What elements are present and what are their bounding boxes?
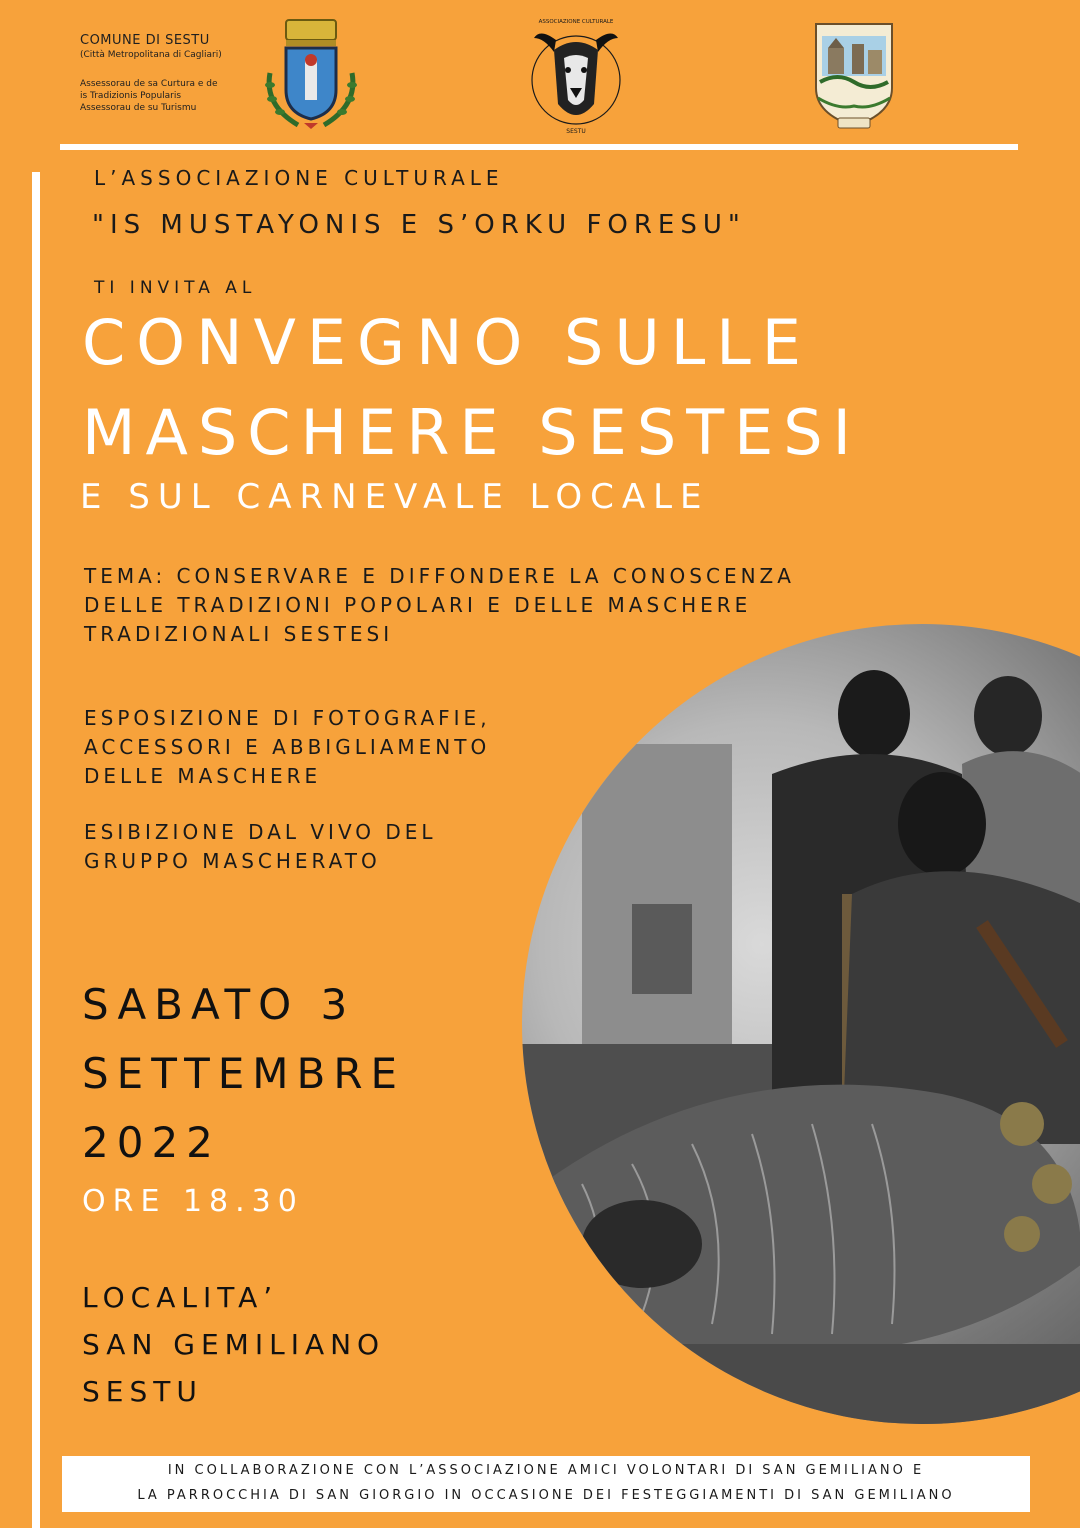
event-title-line-1: CONVEGNO SULLE xyxy=(82,306,812,379)
masked-figures-photo xyxy=(522,624,1080,1424)
photo-illustration xyxy=(522,624,1080,1424)
sestu-coat-of-arms-logo xyxy=(258,15,364,135)
assessorau-line: is Tradizionis Popularis xyxy=(80,91,182,101)
footer-banner xyxy=(62,1456,1030,1512)
event-subtitle: E SUL CARNEVALE LOCALE xyxy=(80,477,710,517)
exhibition-description: ESPOSIZIONE DI FOTOGRAFIE, ACCESSORI E ABBIGLIAMENTO DELLE MASCHERE xyxy=(84,706,491,788)
assoc-logo-top-text: ASSOCIAZIONE CULTURALE xyxy=(538,19,614,25)
event-date: SABATO 3 SETTEMBRE 2022 xyxy=(82,980,406,1167)
assessorau-text xyxy=(80,78,260,114)
left-divider xyxy=(32,172,40,1528)
footer-line-1: IN COLLABORAZIONE CON L’ASSOCIAZIONE AMICI VOLONTARI DI SAN GEMILIANO E xyxy=(167,1463,925,1478)
assessorau-line: Assessorau de sa Curtura e de xyxy=(80,79,218,89)
assoc-logo-bottom-text: SESTU xyxy=(566,128,586,135)
comune-name: COMUNE DI SESTU xyxy=(80,33,210,48)
association-intro: L’ASSOCIAZIONE CULTURALE xyxy=(94,166,504,190)
event-time: ORE 18.30 xyxy=(82,1184,304,1219)
parish-logo xyxy=(808,14,900,136)
live-performance-description: ESIBIZIONE DAL VIVO DEL GRUPPO MASCHERATO xyxy=(84,820,437,873)
association-logo xyxy=(520,14,632,136)
comune-subtitle: (Città Metropolitana di Cagliari) xyxy=(80,50,222,60)
top-divider xyxy=(60,144,1018,150)
event-theme: TEMA: CONSERVARE E DIFFONDERE LA CONOSCENZA DELLE TRADIZIONI POPOLARI E DELLE MASCHERE TRADIZIONALI SESTESI xyxy=(84,564,795,646)
association-name: "IS MUSTAYONIS E S’ORKU FORESU" xyxy=(92,210,746,240)
assessorau-line: Assessorau de su Turismu xyxy=(80,103,197,113)
footer-line-2: LA PARROCCHIA DI SAN GIORGIO IN OCCASIONE DEI FESTEGGIAMENTI DI SAN GEMILIANO xyxy=(137,1488,955,1503)
invitation-text: TI INVITA AL xyxy=(94,278,257,298)
event-title-line-2: MASCHERE SESTESI xyxy=(82,396,861,469)
event-location: LOCALITA’ SAN GEMILIANO SESTU xyxy=(82,1281,386,1408)
